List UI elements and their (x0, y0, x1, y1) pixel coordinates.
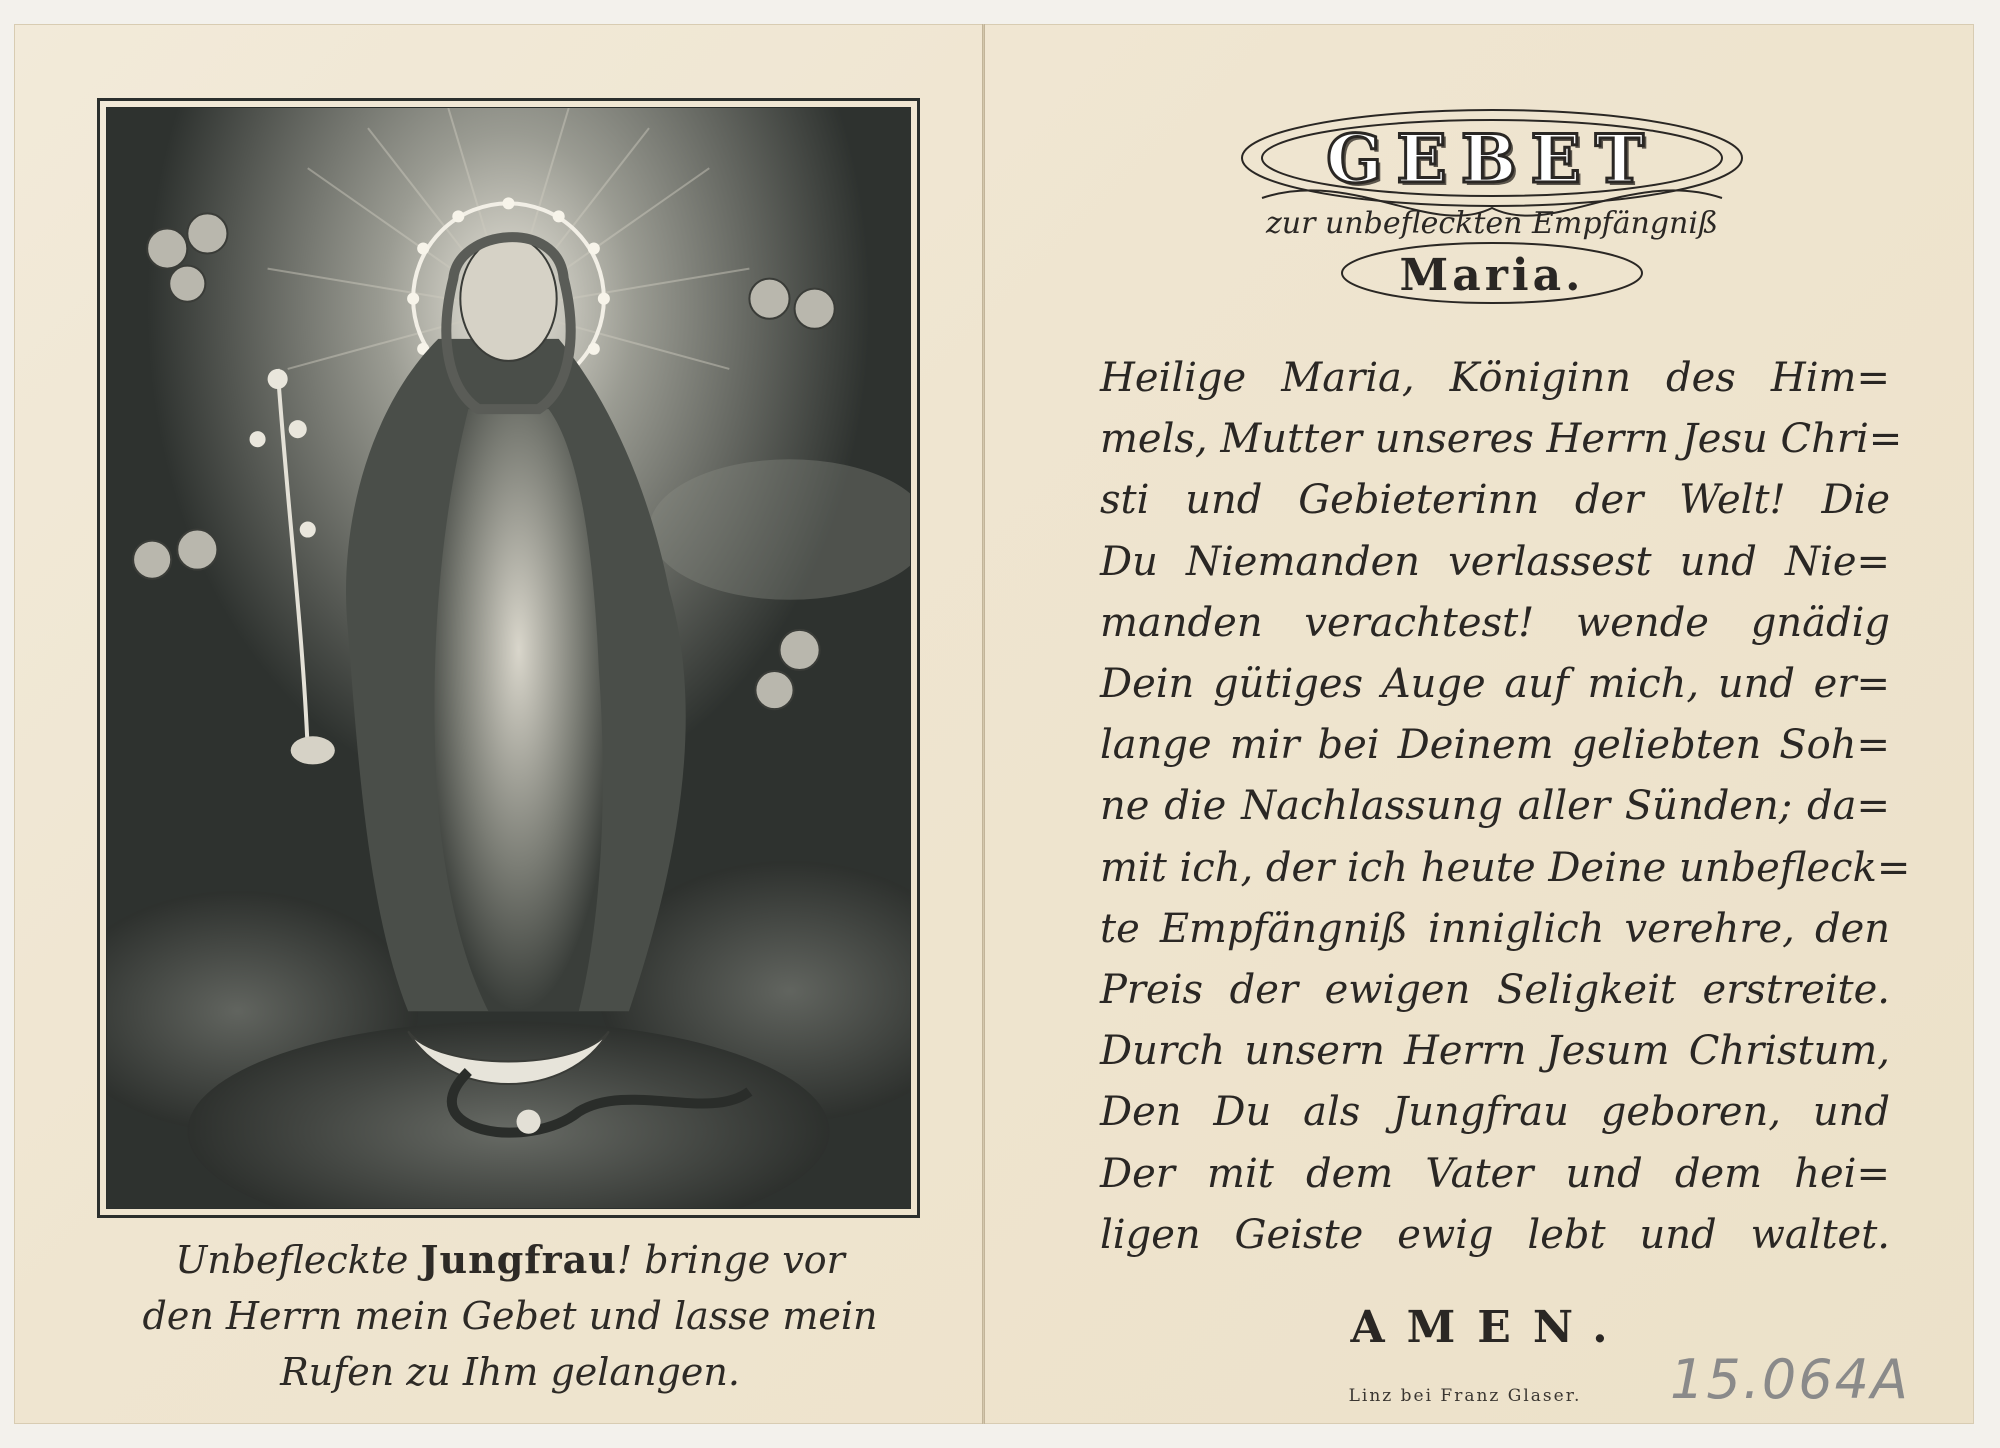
prayer-line: Dein gütiges Auge auf mich, und er= (1100, 661, 1890, 708)
madonna-engraving (106, 107, 911, 1209)
prayer-text (1100, 348, 1911, 1266)
prayer-line: mit ich, der ich heute Deine unbefleck= (1100, 844, 1911, 891)
prayer-line: ne die Nachlassung aller Sünden; da= (1100, 783, 1890, 830)
prayer-line: Der mit dem Vater und dem hei= (1100, 1150, 1890, 1197)
archive-number-handwritten: 15.064A (1670, 1348, 1910, 1411)
prayer-line: Heilige Maria, Königinn des Him= (1100, 355, 1890, 401)
prayer-line: te Empfängniß inniglich verehre, den (1100, 905, 1890, 952)
prayer-line: ligen Geiste ewig lebt und waltet. (1100, 1211, 1890, 1258)
caption-line-1: Unbefleckte Jungfrau! bringe vor (175, 1237, 845, 1282)
amen: AMEN. (1350, 1302, 1630, 1353)
center-fold (982, 24, 985, 1424)
prayer-line: Preis der ewigen Seligkeit erstreite. (1100, 967, 1890, 1014)
printer-imprint: Linz bei Franz Glaser. (1348, 1386, 1582, 1406)
madonna-image (107, 108, 910, 1208)
prayer-line: mels, Mutter unseres Herrn Jesu Chri= (1100, 416, 1903, 463)
prayer-line: lange mir bei Deinem geliebten Soh= (1100, 722, 1890, 769)
prayer-line: Den Du als Jungfrau geboren, und (1100, 1089, 1890, 1136)
caption-line-2: den Herrn mein Gebet und lasse mein (142, 1294, 878, 1338)
prayer-line: Du Niemanden verlassest und Nie= (1100, 538, 1890, 585)
engraving-frame (97, 98, 920, 1218)
engraving-caption (80, 1232, 940, 1400)
title-subtitle: zur unbefleckten Empfängniß (1265, 206, 1719, 241)
title-maria: Maria. (1399, 250, 1585, 301)
prayer-line: Durch unsern Herrn Jesum Christum, (1100, 1028, 1890, 1075)
title-gebet: GEBET (1326, 120, 1658, 198)
title-block (1232, 108, 1752, 308)
prayer-line: manden verachtest! wende gnädig (1100, 599, 1890, 646)
prayer-line: sti und Gebieterinn der Welt! Die (1100, 477, 1890, 524)
caption-line-3: Rufen zu Ihm gelangen. (280, 1350, 740, 1394)
